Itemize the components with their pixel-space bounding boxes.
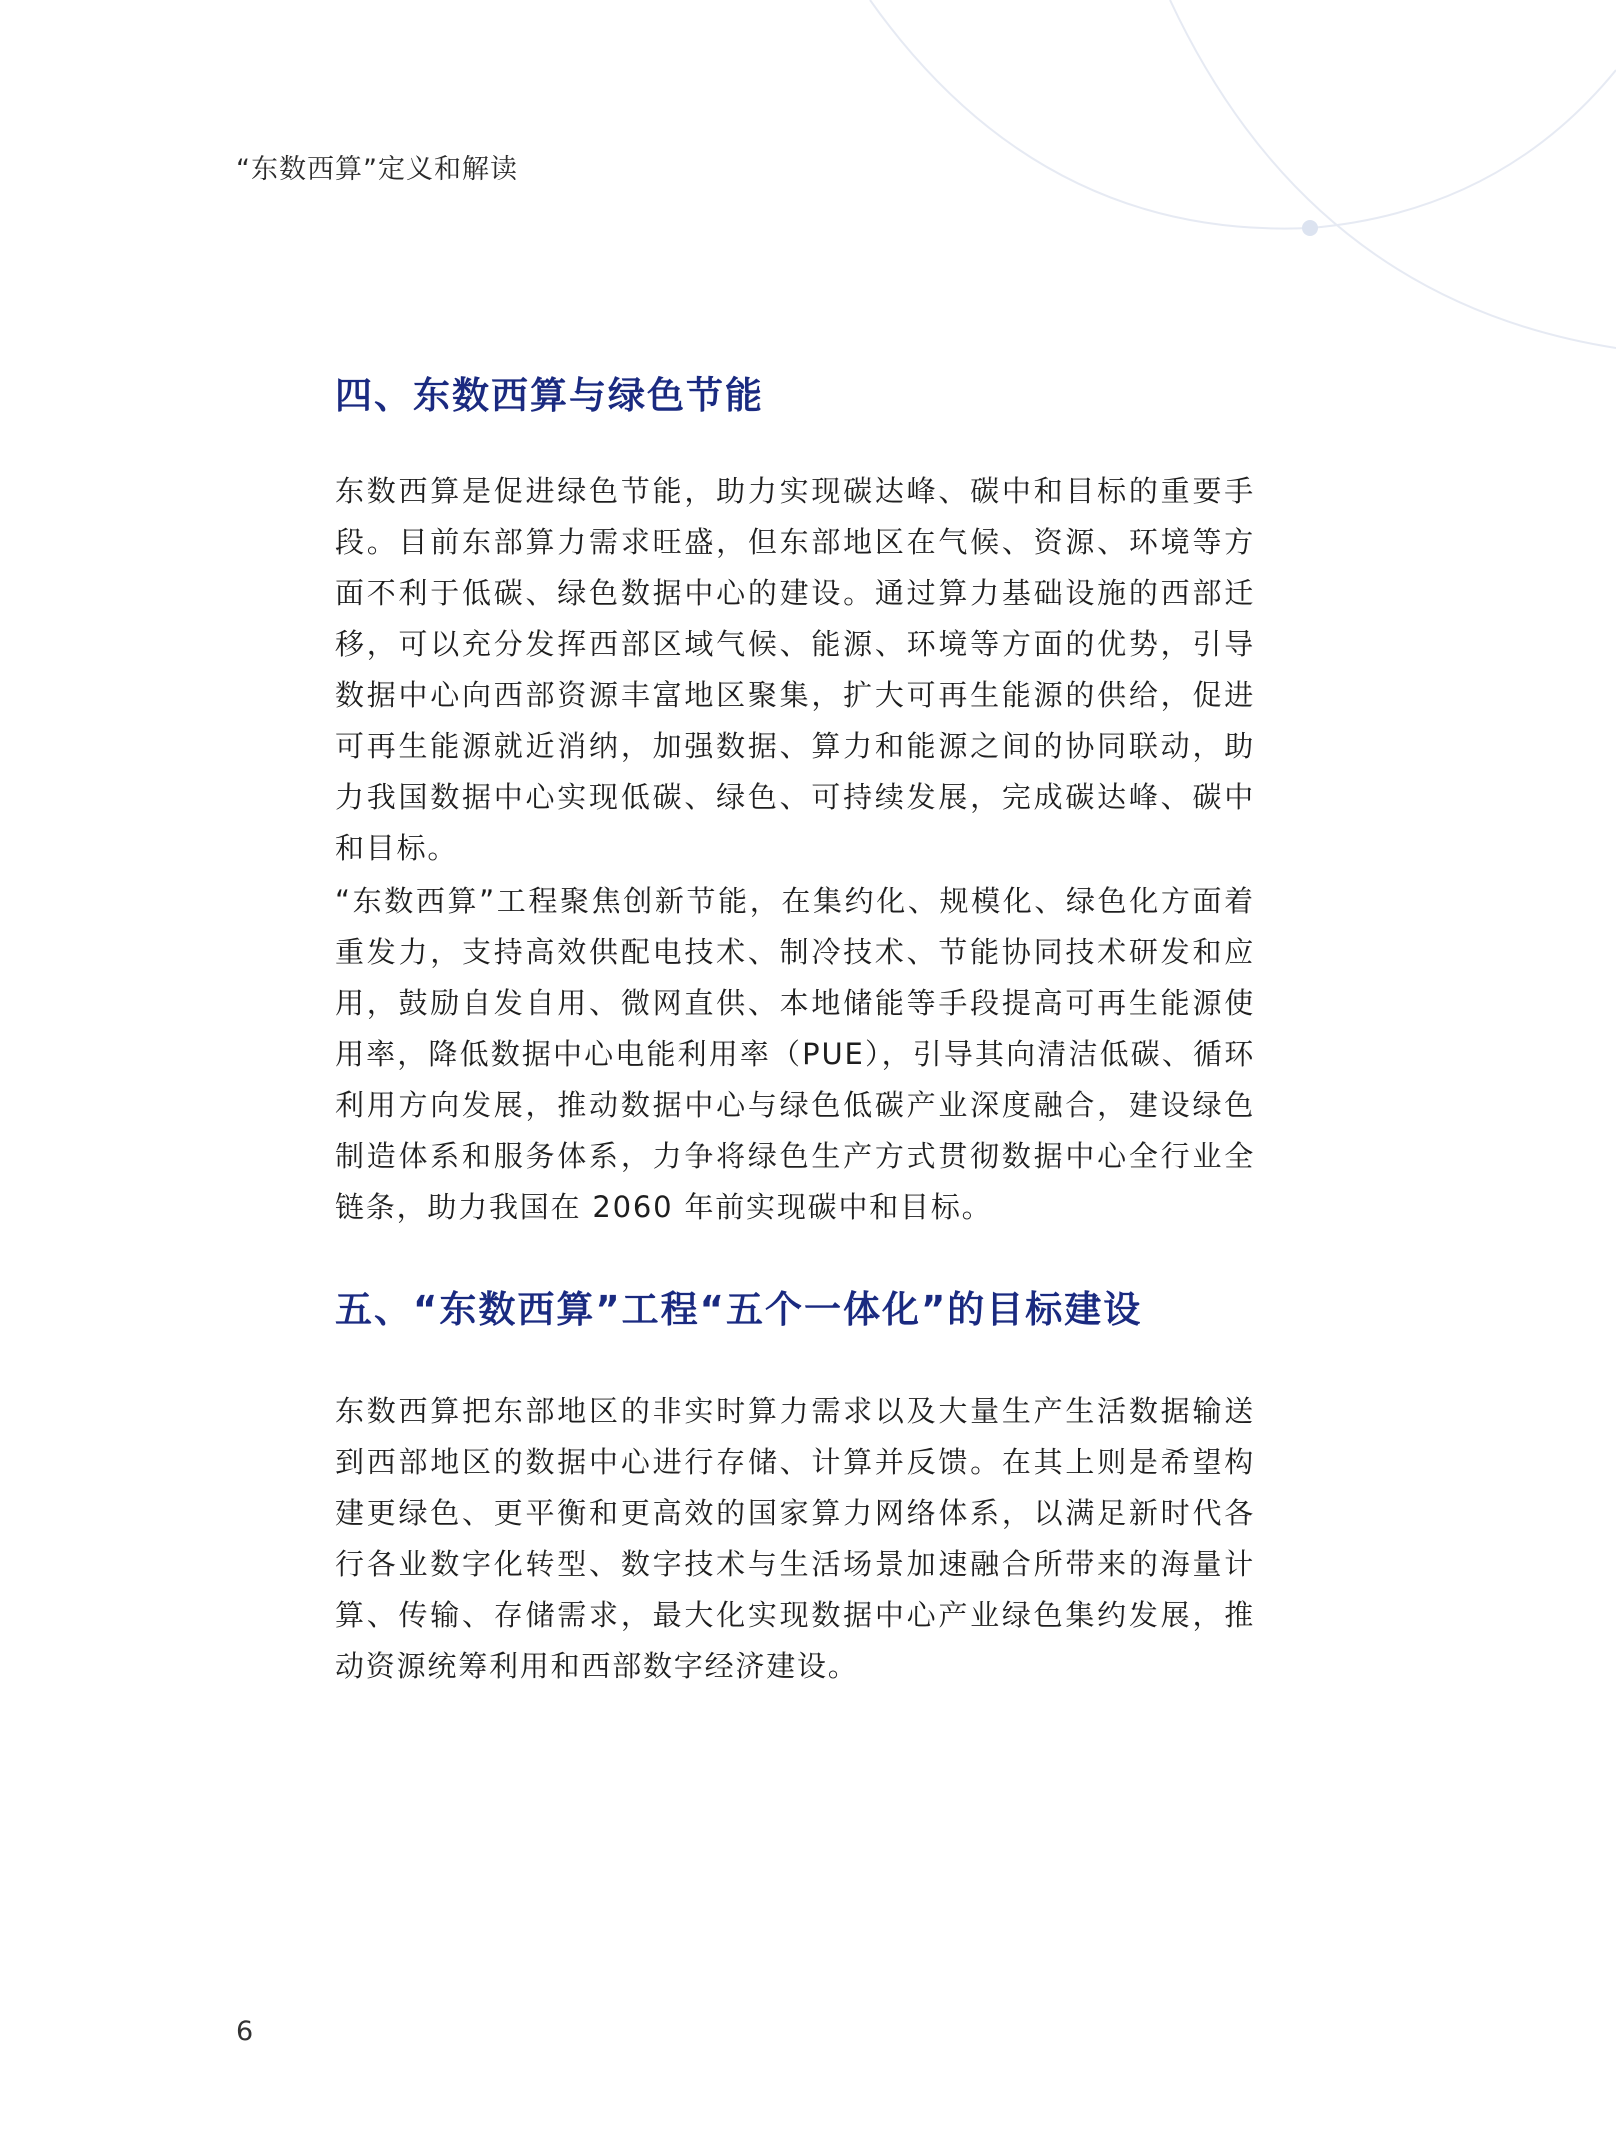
section-heading-five-integration: 五、“东数西算”工程“五个一体化”的目标建设 <box>335 1288 1143 1331</box>
page-number: 6 <box>236 2016 254 2047</box>
section-heading-green-energy: 四、东数西算与绿色节能 <box>335 374 764 417</box>
decorative-arc-upper <box>870 0 1616 229</box>
paragraph-five-integration-1: 东数西算把东部地区的非实时算力需求以及大量生产生活数据输送到西部地区的数据中心进行存储、计算并反馈。在其上则是希望构建更绿色、更平衡和更高效的国家算力网络体系，以满足新时代各行各业数字化转型、数字技术与生活场景加速融合所带来的海量计算、传输、存储需求，最大化实现数据中心产业绿色集约发展，推动资源统筹利用和西部数字经济建设。 <box>335 1394 1255 1683</box>
paragraph-green-energy-1: 东数西算是促进绿色节能，助力实现碳达峰、碳中和目标的重要手段。目前东部算力需求旺盛，但东部地区在气候、资源、环境等方面不利于低碳、绿色数据中心的建设。通过算力基础设施的西部迁移，可以充分发挥西部区域气候、能源、环境等方面的优势，引导数据中心向西部资源丰富地区聚集，扩大可再生能源的供给，促进可再生能源就近消纳，加强数据、算力和能源之间的协同联动，助力我国数据中心实现低碳、绿色、可持续发展，完成碳达峰、碳中和目标。 <box>335 474 1255 865</box>
running-header: “东数西算”定义和解读 <box>236 154 518 185</box>
decorative-arc-lower <box>1170 0 1616 348</box>
paragraph-green-energy-2: “东数西算”工程聚焦创新节能，在集约化、规模化、绿色化方面着重发力，支持高效供配电技术、制冷技术、节能协同技术研发和应用，鼓励自发自用、微网直供、本地储能等手段提高可再生能源使用率，降低数据中心电能利用率（PUE），引导其向清洁低碳、循环利用方向发展，推动数据中心与绿色低碳产业深度融合，建设绿色制造体系和服务体系，力争将绿色生产方式贯彻数据中心全行业全链条，助力我国在 2060 年前实现碳中和目标。 <box>335 884 1255 1224</box>
decorative-dot <box>1302 220 1318 236</box>
